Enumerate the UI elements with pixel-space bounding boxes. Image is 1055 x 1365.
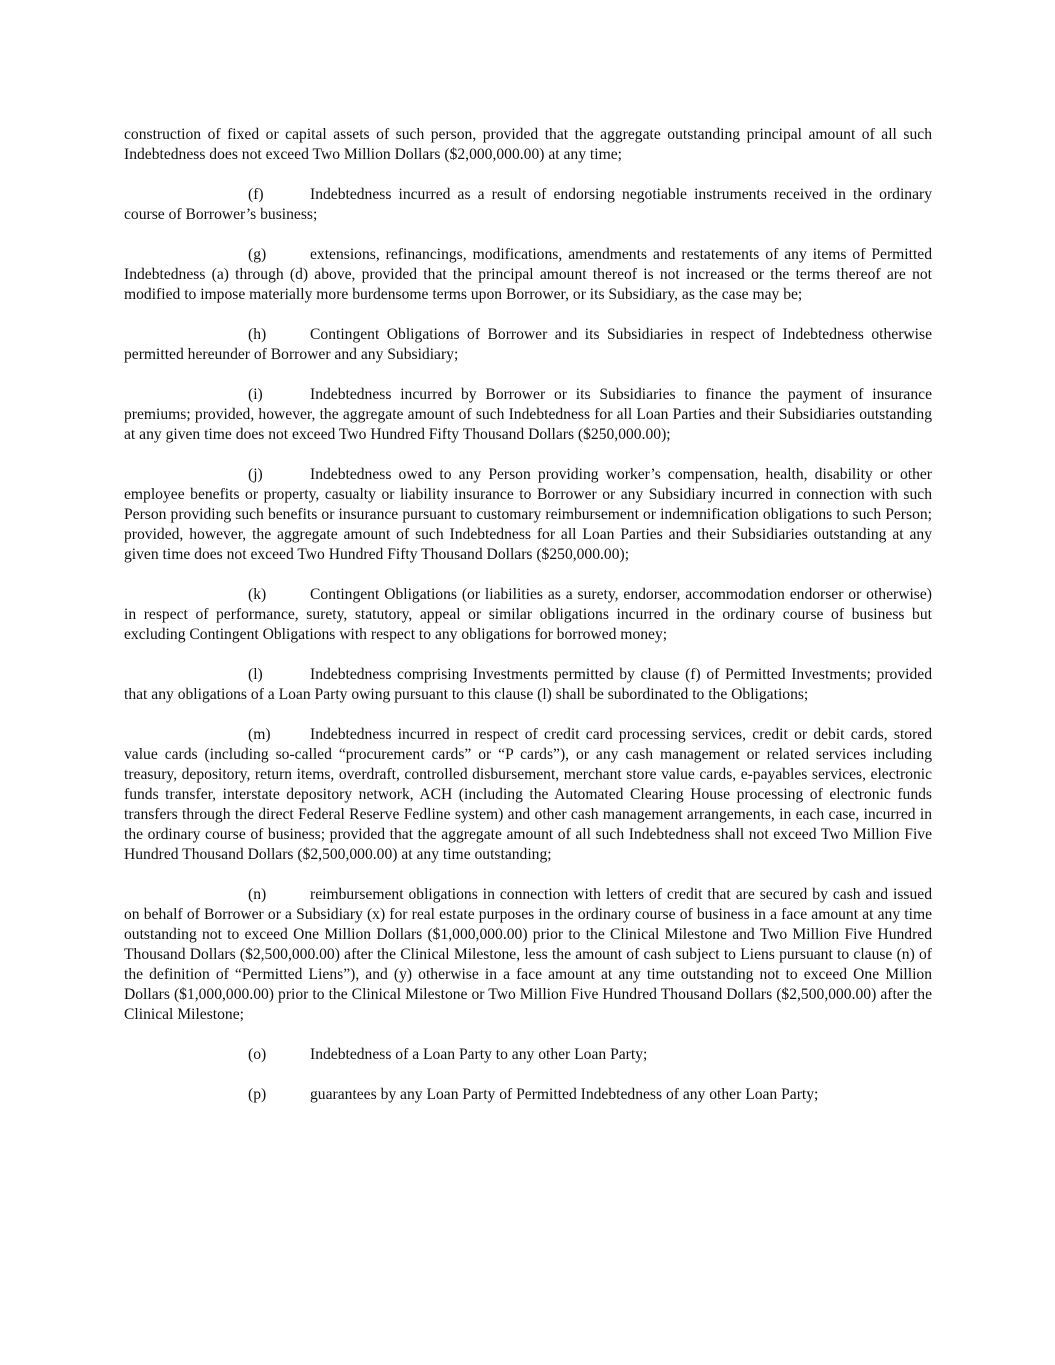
clause-text: Indebtedness comprising Investments permitted by clause (f) of Permitted Investments; provided that any obligations of a Loan Party owing pursuant to this clause (l) shall be subordinated to the Obligations; [124, 666, 932, 703]
clause-text: reimbursement obligations in connection with letters of credit that are secured by cash and issued on behalf of Borrower or a Subsidiary (x) for real estate purposes in the ordinary course of business in a face amount at any time outstanding not to exceed One Million Dollars ($1,000,000.00) prior to the Clinical Milestone and Two Million Five Hundred Thousand Dollars ($2,500,000.00) after the Clinical Milestone, less the amount of cash subject to Liens pursuant to clause (n) of the definition of “Permitted Liens”), and (y) otherwise in a face amount at any time outstanding not to exceed One Million Dollars ($1,000,000.00) prior to the Clinical Milestone or Two Million Five Hundred Thousand Dollars ($2,500,000.00) after the Clinical Milestone; [124, 886, 932, 1023]
clause-text: guarantees by any Loan Party of Permitted Indebtedness of any other Loan Party; [310, 1086, 819, 1103]
clause-i [124, 385, 932, 445]
clause-label: (g) [248, 246, 267, 263]
clause-label: (n) [248, 886, 267, 903]
clause-text: Indebtedness owed to any Person providing worker’s compensation, health, disability or other employee benefits or property, casualty or liability insurance to Borrower or any Subsidiary incurred in connection with such Person providing such benefits or insurance pursuant to customary reimbursement or indemnification obligations to such Person; provided, however, the aggregate amount of such Indebtedness for all Loan Parties and their Subsidiaries outstanding at any given time does not exceed Two Hundred Fifty Thousand Dollars ($250,000.00); [124, 466, 932, 563]
clause-text: Indebtedness incurred in respect of credit card processing services, credit or debit cards, stored value cards (including so-called “procurement cards” or “P cards”), or any cash management or related services including treasury, depository, return items, overdraft, controlled disbursement, merchant store value cards, e-payables services, electronic funds transfer, interstate depository network, ACH (including the Automated Clearing House processing of electronic funds transfers through the direct Federal Reserve Fedline system) and other cash management arrangements, in each case, incurred in the ordinary course of business; provided that the aggregate amount of all such Indebtedness shall not exceed Two Million Five Hundred Thousand Dollars ($2,500,000.00) at any time outstanding; [124, 726, 932, 863]
clause-m [124, 725, 932, 865]
clause-label: (o) [248, 1046, 267, 1063]
clause-text: Contingent Obligations of Borrower and its Subsidiaries in respect of Indebtedness otherwise permitted hereunder of Borrower and any Subsidiary; [124, 326, 932, 363]
clause-text: Indebtedness incurred by Borrower or its Subsidiaries to finance the payment of insurance premiums; provided, however, the aggregate amount of such Indebtedness for all Loan Parties and their Subsidiaries outstanding at any given time does not exceed Two Hundred Fifty Thousand Dollars ($250,000.00); [124, 386, 932, 443]
clause-text: Indebtedness of a Loan Party to any other Loan Party; [310, 1046, 648, 1063]
clause-label: (m) [248, 726, 271, 743]
clause-label: (h) [248, 326, 267, 343]
document-page [124, 125, 932, 1125]
clause-p [124, 1085, 932, 1105]
clause-label: (f) [248, 186, 264, 203]
clause-h [124, 325, 932, 365]
clause-k [124, 585, 932, 645]
clause-text: Contingent Obligations (or liabilities as a surety, endorser, accommodation endorser or otherwise) in respect of performance, surety, statutory, appeal or similar obligations incurred in the ordinary course of business but excluding Contingent Obligations with respect to any obligations for borrowed money; [124, 586, 932, 643]
clause-text: extensions, refinancings, modifications, amendments and restatements of any items of Permitted Indebtedness (a) through (d) above, provided that the principal amount thereof is not increased or the terms thereof are not modified to impose materially more burdensome terms upon Borrower, or its Subsidiary, as the case may be; [124, 246, 932, 303]
clause-f [124, 185, 932, 225]
clause-label: (i) [248, 386, 263, 403]
clause-g [124, 245, 932, 305]
clause-text: Indebtedness incurred as a result of endorsing negotiable instruments received in the ordinary course of Borrower’s business; [124, 186, 932, 223]
clause-o [124, 1045, 932, 1065]
clause-l [124, 665, 932, 705]
clause-label: (p) [248, 1086, 267, 1103]
clause-label: (j) [248, 466, 263, 483]
clause-n [124, 885, 932, 1025]
continuation-paragraph: construction of fixed or capital assets of such person, provided that the aggregate outstanding principal amount of all such Indebtedness does not exceed Two Million Dollars ($2,000,000.00) at any time; [124, 126, 932, 163]
clause-label: (l) [248, 666, 263, 683]
clause-j [124, 465, 932, 565]
clause-label: (k) [248, 586, 267, 603]
